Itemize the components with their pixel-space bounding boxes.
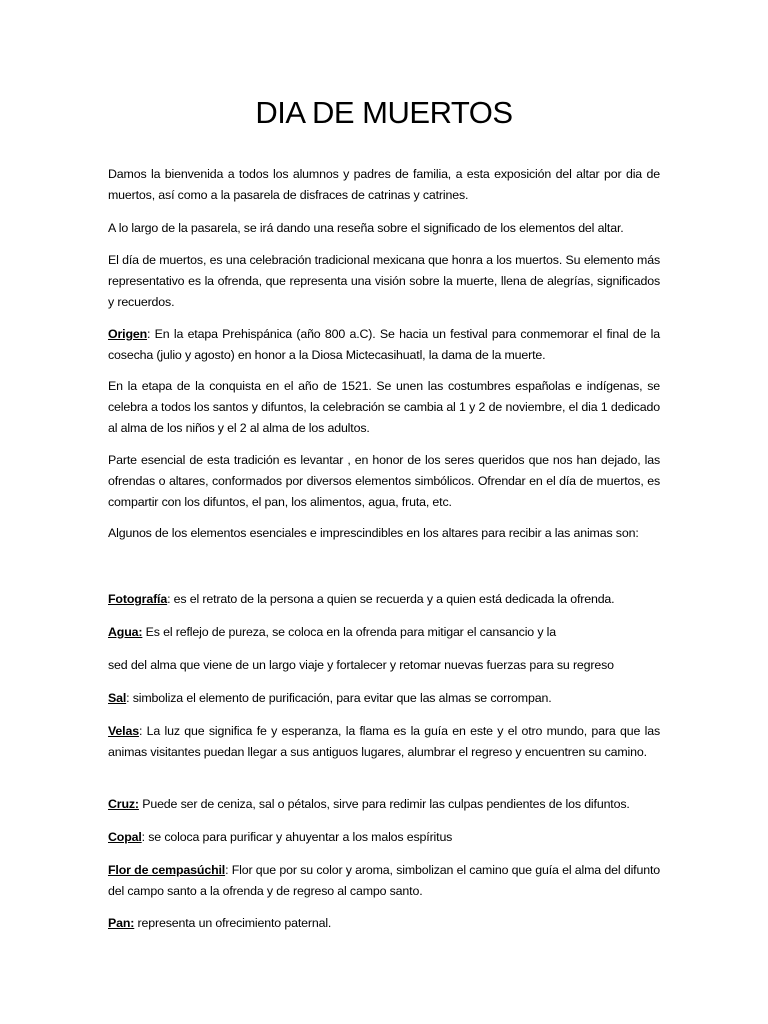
element-label: Copal <box>108 830 142 844</box>
element-text: representa un ofrecimiento paternal. <box>134 916 332 930</box>
element-pan <box>108 913 660 934</box>
origen-label: Origen <box>108 327 148 341</box>
element-text: : se coloca para purificar y ahuyentar a los malos espíritus <box>141 830 453 844</box>
element-text: : simboliza el elemento de purificación, para evitar que las almas se corrompan. <box>126 691 552 705</box>
element-text: : Flor que por su color y aroma, simbolizan el camino que guía el alma del difunto del campo santo a la ofrenda y de regreso al campo santo. <box>108 863 660 898</box>
element-label: Flor de cempasúchil <box>108 863 226 877</box>
element-text: sed del alma que viene de un largo viaje y fortalecer y retomar nuevas fuerzas para su regreso <box>108 658 614 672</box>
origen-text: : En la etapa Prehispánica (año 800 a.C). Se hacia un festival para conmemorar el final de la cosecha (julio y agosto) en honor a la Diosa Mictecasihuatl, la dama de la muerte. <box>108 327 660 362</box>
element-sal <box>108 688 660 709</box>
origen-paragraph <box>108 324 660 366</box>
element-cruz <box>108 794 660 815</box>
element-flor-cempasuchil <box>108 860 660 902</box>
element-label: Sal <box>108 691 127 705</box>
element-fotografia <box>108 589 660 610</box>
conquista-paragraph: En la etapa de la conquista en el año de 1521. Se unen las costumbres españolas e indígenas, se celebra a todos los santos y difuntos, la celebración se cambia al 1 y 2 de noviembre, el dia 1 dedicado al alma de los niños y el 2 al alma de los adultos. <box>108 379 660 435</box>
element-velas <box>108 721 660 763</box>
pasarela-paragraph: A lo largo de la pasarela, se irá dando una reseña sobre el significado de los elementos del altar. <box>108 221 624 235</box>
element-text: Es el reflejo de pureza, se coloca en la ofrenda para mitigar el cansancio y la <box>142 625 557 639</box>
welcome-paragraph: Damos la bienvenida a todos los alumnos y padres de familia, a esta exposición del altar por dia de muertos, así como a la pasarela de disfraces de catrinas y catrines. <box>108 167 660 202</box>
element-label: Fotografía <box>108 592 168 606</box>
element-label: Velas <box>108 724 139 738</box>
element-copal <box>108 827 660 848</box>
element-agua <box>108 622 660 643</box>
element-label: Agua: <box>108 625 143 639</box>
definition-paragraph: El día de muertos, es una celebración tradicional mexicana que honra a los muertos. Su elemento más representativo es la ofrenda, que representa una visión sobre la muerte, llena de alegrías, significados y recuerdos. <box>108 253 660 309</box>
element-text: : es el retrato de la persona a quien se recuerda y a quien está dedicada la ofrenda. <box>167 592 615 606</box>
element-label: Cruz: <box>108 797 139 811</box>
element-label: Pan: <box>108 916 135 930</box>
tradicion-paragraph: Parte esencial de esta tradición es levantar , en honor de los seres queridos que nos han dejado, las ofrendas o altares, conformados por diversos elementos simbólicos. Ofrendar en el día de muertos, es compartir con los difuntos, el pan, los alimentos, agua, fruta, etc. <box>108 453 660 509</box>
element-agua-continued <box>108 655 660 676</box>
element-text: : La luz que significa fe y esperanza, la flama es la guía en este y el otro mundo, para que las animas visitantes puedan llegar a sus antiguos lugares, alumbrar el regreso y encuentren su camino. <box>108 724 660 759</box>
document-title: DIA DE MUERTOS <box>255 95 513 130</box>
elementos-intro-paragraph: Algunos de los elementos esenciales e imprescindibles en los altares para recibir a las animas son: <box>108 526 639 540</box>
element-text: Puede ser de ceniza, sal o pétalos, sirve para redimir las culpas pendientes de los difuntos. <box>138 797 630 811</box>
